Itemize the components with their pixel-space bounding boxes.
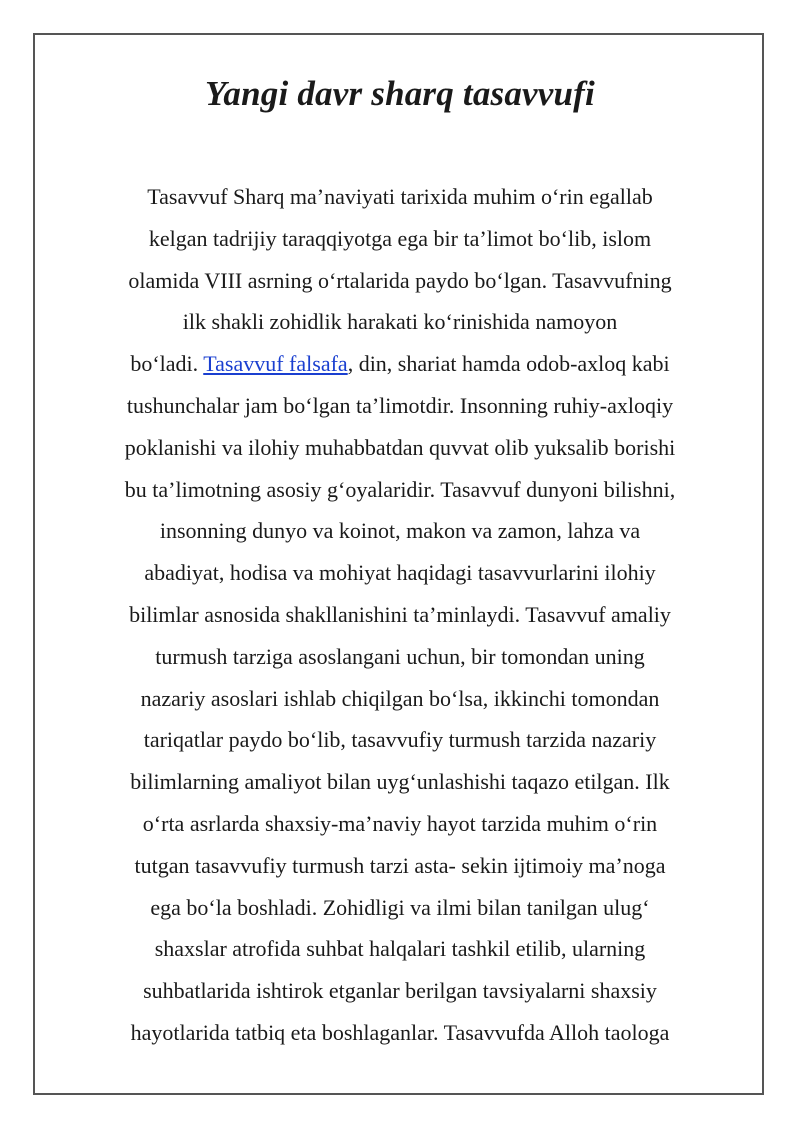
link-prefix-text: bo‘ladi. [130,351,204,377]
tasavvuf-falsafa-link[interactable]: Tasavvuf falsafa [203,351,348,377]
body-line: tushunchalar jam bo‘lgan ta’limotdir. Insonning ruhiy-axloqiy [126,392,674,418]
body-line: bilimlarning amaliyot bilan uyg‘unlashishi taqazo etilgan. Ilk [130,769,670,795]
body-line: kelgan tadrijiy taraqqiyotga ega bir ta’limot bo‘lib, islom [148,225,652,251]
document-title: Yangi davr sharq tasavvufi [205,74,595,113]
body-line: insonning dunyo va koinot, makon va zamon, lahza va [159,518,641,544]
body-line: bu ta’limotning asosiy g‘oyalaridir. Tasavvuf dunyoni bilishni, [124,476,676,502]
body-line: olamida VIII asrning o‘rtalarida paydo bo‘lgan. Tasavvufning [128,267,672,293]
body-line: Tasavvuf Sharq ma’naviyati tarixida muhim o‘rin egallab [147,184,653,209]
body-line: shaxslar atrofida suhbat halqalari tashkil etilib, ularning [154,936,646,962]
body-paragraph [87,176,713,1054]
body-line: tutgan tasavvufiy turmush tarzi asta- sekin ijtimoiy ma’noga [134,852,666,878]
body-line: hayotlarida tatbiq eta boshlaganlar. Tasavvufda Alloh taologa [130,1019,670,1045]
body-line: suhbatlarida ishtirok etganlar berilgan tavsiyalarni shaxsiy [143,978,657,1004]
body-line: ega bo‘la boshladi. Zohidligi va ilmi bilan tanilgan ulug‘ [150,894,650,920]
body-line: o‘rta asrlarda shaxsiy-ma’naviy hayot tarzida muhim o‘rin [142,810,658,836]
body-line: ilk shakli zohidlik harakati ko‘rinishida namoyon [182,309,618,335]
body-line: abadiyat, hodisa va mohiyat haqidagi tasavvurlarini ilohiy [144,560,656,586]
body-line: turmush tarziga asoslangani uchun, bir tomondan uning [155,643,645,669]
link-suffix-text: , din, shariat hamda odob-axloq kabi [347,351,670,377]
body-line-with-link [87,343,713,385]
body-line: tariqatlar paydo bo‘lib, tasavvufiy turmush tarzida nazariy [143,727,657,753]
body-line: poklanishi va ilohiy muhabbatdan quvvat olib yuksalib borishi [124,434,676,460]
body-line: bilimlar asnosida shakllanishini ta’minlaydi. Tasavvuf amaliy [129,601,671,627]
body-line: nazariy asoslari ishlab chiqilgan bo‘lsa, ikkinchi tomondan [140,685,660,711]
